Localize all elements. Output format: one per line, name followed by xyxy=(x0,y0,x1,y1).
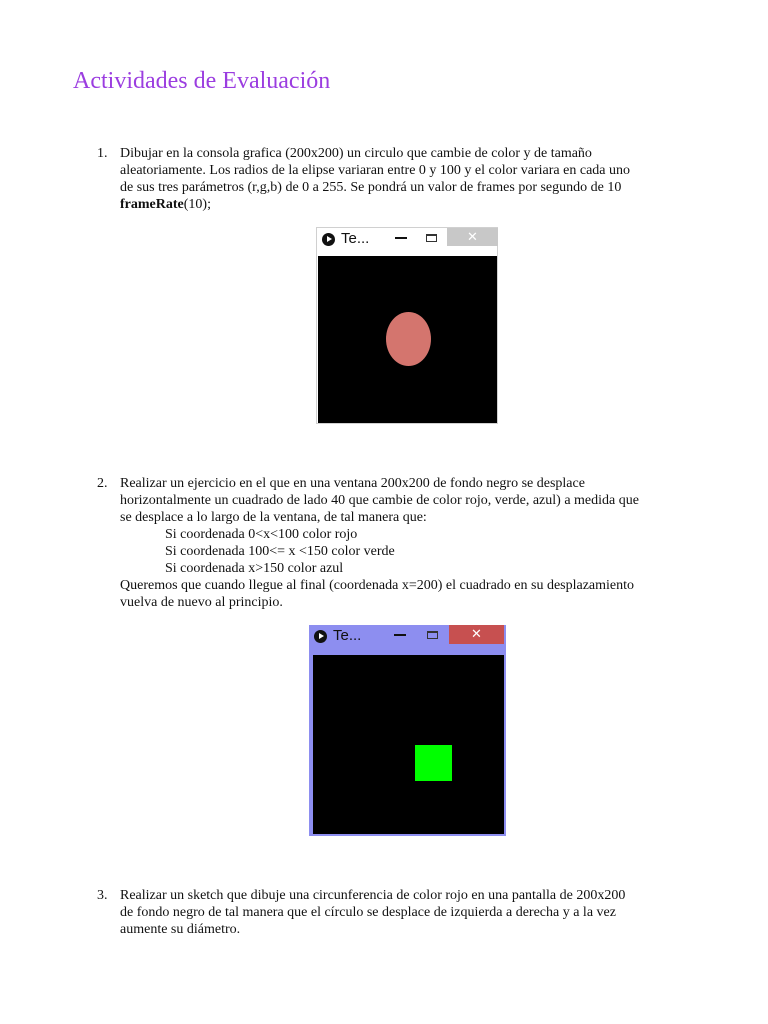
maximize-icon[interactable] xyxy=(420,228,442,248)
activity-item-1 xyxy=(97,145,717,213)
sketch-window-2 xyxy=(309,625,506,836)
condition-line: Si coordenada 0<x<100 color rojo xyxy=(165,527,358,542)
window-title: Te... xyxy=(333,627,362,644)
sketch-canvas xyxy=(313,655,504,834)
page-title: Actividades de Evaluación xyxy=(73,68,331,94)
window-title: Te... xyxy=(341,230,370,247)
sketch-window-1 xyxy=(316,227,498,424)
code-line xyxy=(120,196,717,213)
window-titlebar[interactable] xyxy=(317,228,497,250)
sketch-icon xyxy=(314,630,327,643)
item-text-line: Realizar un ejercicio en el que en una ventana 200x200 de fondo negro se desplace xyxy=(120,476,585,491)
condition-line: Si coordenada x>150 color azul xyxy=(165,561,344,576)
item-text-line: Dibujar en la consola grafica (200x200) un circulo que cambie de color y de tamaño xyxy=(120,146,592,161)
item-text-line: de fondo negro de tal manera que el círculo se desplace de izquierda a derecha y a la vez xyxy=(120,905,616,920)
activity-item-2 xyxy=(97,475,717,611)
item-text-line: aleatoriamente. Los radios de la elipse variaran entre 0 y 100 y el color variara en cada uno xyxy=(120,163,630,178)
maximize-icon[interactable] xyxy=(421,625,443,645)
sketch-icon xyxy=(322,233,335,246)
item-text-line: se desplace a lo largo de la ventana, de tal manera que: xyxy=(120,510,427,525)
item-number: 3. xyxy=(97,888,108,903)
item-text-line: aumente su diámetro. xyxy=(120,922,241,937)
sketch-canvas xyxy=(318,256,497,423)
condition-line: Si coordenada 100<= x <150 color verde xyxy=(165,544,395,559)
item-text-line: Realizar un sketch que dibuje una circunferencia de color rojo en una pantalla de 200x200 xyxy=(120,888,626,903)
item-text-line: horizontalmente un cuadrado de lado 40 que cambie de color rojo, verde, azul) a medida que xyxy=(120,493,639,508)
close-icon[interactable]: ✕ xyxy=(447,228,498,246)
random-ellipse xyxy=(386,312,431,366)
item-text-line: de sus tres parámetros (r,g,b) de 0 a 255. Se pondrá un valor de frames por segundo de 10 xyxy=(120,180,622,195)
close-icon[interactable]: ✕ xyxy=(449,625,504,644)
minimize-icon[interactable] xyxy=(389,625,411,645)
item-number: 2. xyxy=(97,476,108,491)
item-text-line: Queremos que cuando llegue al final (coordenada x=200) el cuadrado en su desplazamiento xyxy=(120,578,635,593)
window-titlebar[interactable] xyxy=(309,625,506,647)
item-number: 1. xyxy=(97,146,108,161)
code-function: frameRate xyxy=(120,197,184,212)
moving-square xyxy=(415,745,452,781)
activity-item-3 xyxy=(97,887,717,938)
minimize-icon[interactable] xyxy=(390,228,412,248)
code-args: (10); xyxy=(183,197,211,212)
item-text-line: vuelva de nuevo al principio. xyxy=(120,595,283,610)
